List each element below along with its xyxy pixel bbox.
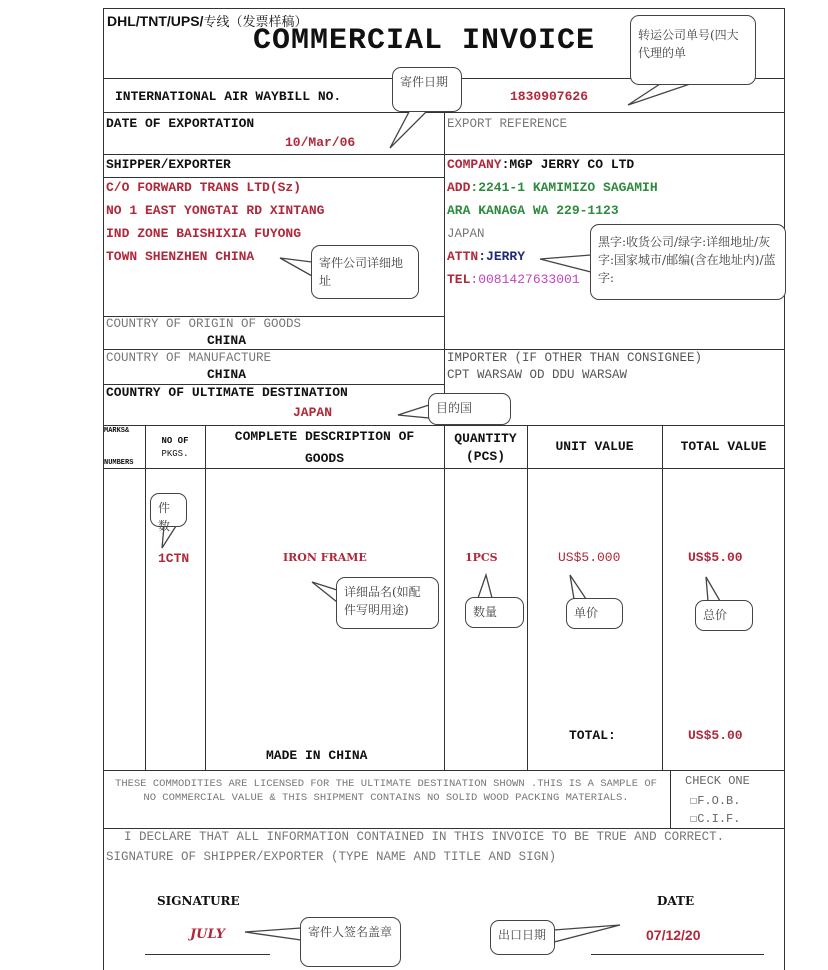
invoice-title: COMMERCIAL INVOICE (253, 24, 596, 58)
shipper-line: TOWN SHENZHEN CHINA (106, 249, 255, 264)
waybill-number: 1830907626 (510, 89, 589, 104)
made-in: MADE IN CHINA (266, 748, 368, 763)
callout-product-name: 详细品名(如配件写明用途) (336, 577, 439, 629)
row-description: IRON FRAME (283, 551, 367, 564)
callout-tail (540, 255, 591, 272)
col-marks-2: NUMBERS (104, 459, 134, 467)
brand: DHL/TNT/UPS/ (107, 13, 204, 29)
signature-label: SIGNATURE (157, 894, 240, 908)
callout-send-date: 寄件日期 (392, 67, 462, 112)
callout-tail (628, 84, 690, 105)
col-pkgs-2: PKGS. (161, 449, 189, 459)
callout-tail (706, 577, 720, 601)
callout-tail (478, 575, 492, 598)
address-line: ARA KANAGA WA 229-1123 (447, 203, 619, 218)
callout-total-price: 总价 (695, 600, 753, 631)
shipper-line: NO 1 EAST YONGTAI RD XINTANG (106, 203, 325, 218)
callout-tail (554, 925, 620, 942)
total-label: TOTAL: (569, 728, 616, 743)
manufacture-label: COUNTRY OF MANUFACTURE (106, 351, 272, 365)
row-pkgs: 1CTN (158, 551, 190, 566)
col-total-value: TOTAL VALUE (680, 439, 767, 454)
license-text: THESE COMMODITIES ARE LICENSED FOR THE ULTIMATE DESTINATION SHOWN .THIS IS A SAMPLE OF NO COMMERCIAL VALUE & THIS SHIPMENT CONTAINS NO SOLID WOOD PACKING MATERIALS. (115, 778, 657, 804)
callout-shipper-address: 寄件公司详细地址 (311, 245, 419, 299)
destination-value: JAPAN (293, 405, 333, 420)
callout-pieces: 件数 (150, 493, 187, 527)
row-unit-value: US$5.000 (558, 550, 621, 565)
callout-color-legend: 黑字:收货公司/绿字:详细地址/灰字:国家城市/邮编(含在地址内)/蓝字: (590, 224, 786, 300)
checkbox[interactable]: ☐ (690, 812, 698, 826)
callout-tail (398, 405, 429, 418)
address-line: :2241-1 KAMIMIZO SAGAMIH (470, 180, 658, 195)
col-desc-1: COMPLETE DESCRIPTION OF (234, 429, 415, 444)
row-total-value: US$5.00 (688, 550, 743, 565)
col-desc-2: GOODS (304, 451, 344, 466)
export-date-value: 10/Mar/06 (285, 135, 356, 150)
callout-tail (390, 110, 428, 148)
shipper-line: C/O FORWARD TRANS LTD(Sz) (106, 180, 302, 195)
attn-label: ATTN (447, 249, 479, 264)
callout-tail (245, 928, 301, 940)
declaration-line-2: SIGNATURE OF SHIPPER/EXPORTER (TYPE NAME AND TITLE AND SIGN) (106, 850, 557, 864)
total-value: US$5.00 (688, 728, 743, 743)
callout-tail (570, 575, 586, 599)
waybill-label: INTERNATIONAL AIR WAYBILL NO. (115, 89, 342, 104)
col-marks-1: MARKS& (104, 427, 130, 435)
company-label: COMPANY (447, 157, 502, 172)
callout-tail (280, 258, 312, 276)
destination-label: COUNTRY OF ULTIMATE DESTINATION (106, 385, 348, 400)
address-label: ADD (447, 180, 471, 195)
origin-value: CHINA (207, 333, 247, 348)
check-one-label: CHECK ONE (685, 774, 750, 788)
col-pkgs-1: NO OF (161, 436, 189, 446)
option-label: F.O.B. (697, 794, 741, 808)
callout-quantity: 数量 (465, 597, 524, 628)
callout-destination: 目的国 (428, 393, 511, 425)
origin-label: COUNTRY OF ORIGIN OF GOODS (106, 317, 302, 331)
date-label: DATE (657, 894, 695, 908)
col-unit-value: UNIT VALUE (555, 439, 634, 454)
callout-tail (312, 582, 337, 602)
importer-value: CPT WARSAW OD DDU WARSAW (447, 368, 628, 382)
shipper-label: SHIPPER/EXPORTER (106, 157, 231, 172)
manufacture-value: CHINA (207, 367, 247, 382)
brand-cn: 专线（发票样稿） (203, 15, 308, 30)
callout-sign: 寄件人签名盖章 (300, 917, 401, 967)
signature-value: JULY (190, 927, 226, 942)
export-date-label: DATE OF EXPORTATION (106, 116, 255, 131)
date-value: 07/12/20 (646, 927, 701, 943)
shipper-line: IND ZONE BAISHIXIA FUYONG (106, 226, 302, 241)
export-reference-label: EXPORT REFERENCE (447, 117, 568, 131)
tel-label: TEL (447, 272, 471, 287)
tel-value: :0081427633001 (470, 272, 580, 287)
checkbox[interactable]: ☐ (690, 794, 698, 808)
option-label: C.I.F. (697, 812, 741, 826)
callout-unit-price: 单价 (566, 598, 623, 629)
callout-waybill-note: 转运公司单号(四大代理的单 (630, 15, 756, 85)
col-qty-2: (PCS) (465, 449, 505, 464)
consignee-country: JAPAN (447, 227, 485, 241)
callout-export-date: 出口日期 (490, 920, 555, 955)
importer-label: IMPORTER (IF OTHER THAN CONSIGNEE) (447, 351, 703, 365)
attn-value: :JERRY (478, 249, 526, 264)
row-quantity: 1PCS (465, 551, 498, 564)
company-value: :MGP JERRY CO LTD (501, 157, 635, 172)
col-qty-1: QUANTITY (454, 431, 517, 446)
declaration-line-1: I DECLARE THAT ALL INFORMATION CONTAINED IN THIS INVOICE TO BE TRUE AND CORRECT. (124, 830, 725, 844)
